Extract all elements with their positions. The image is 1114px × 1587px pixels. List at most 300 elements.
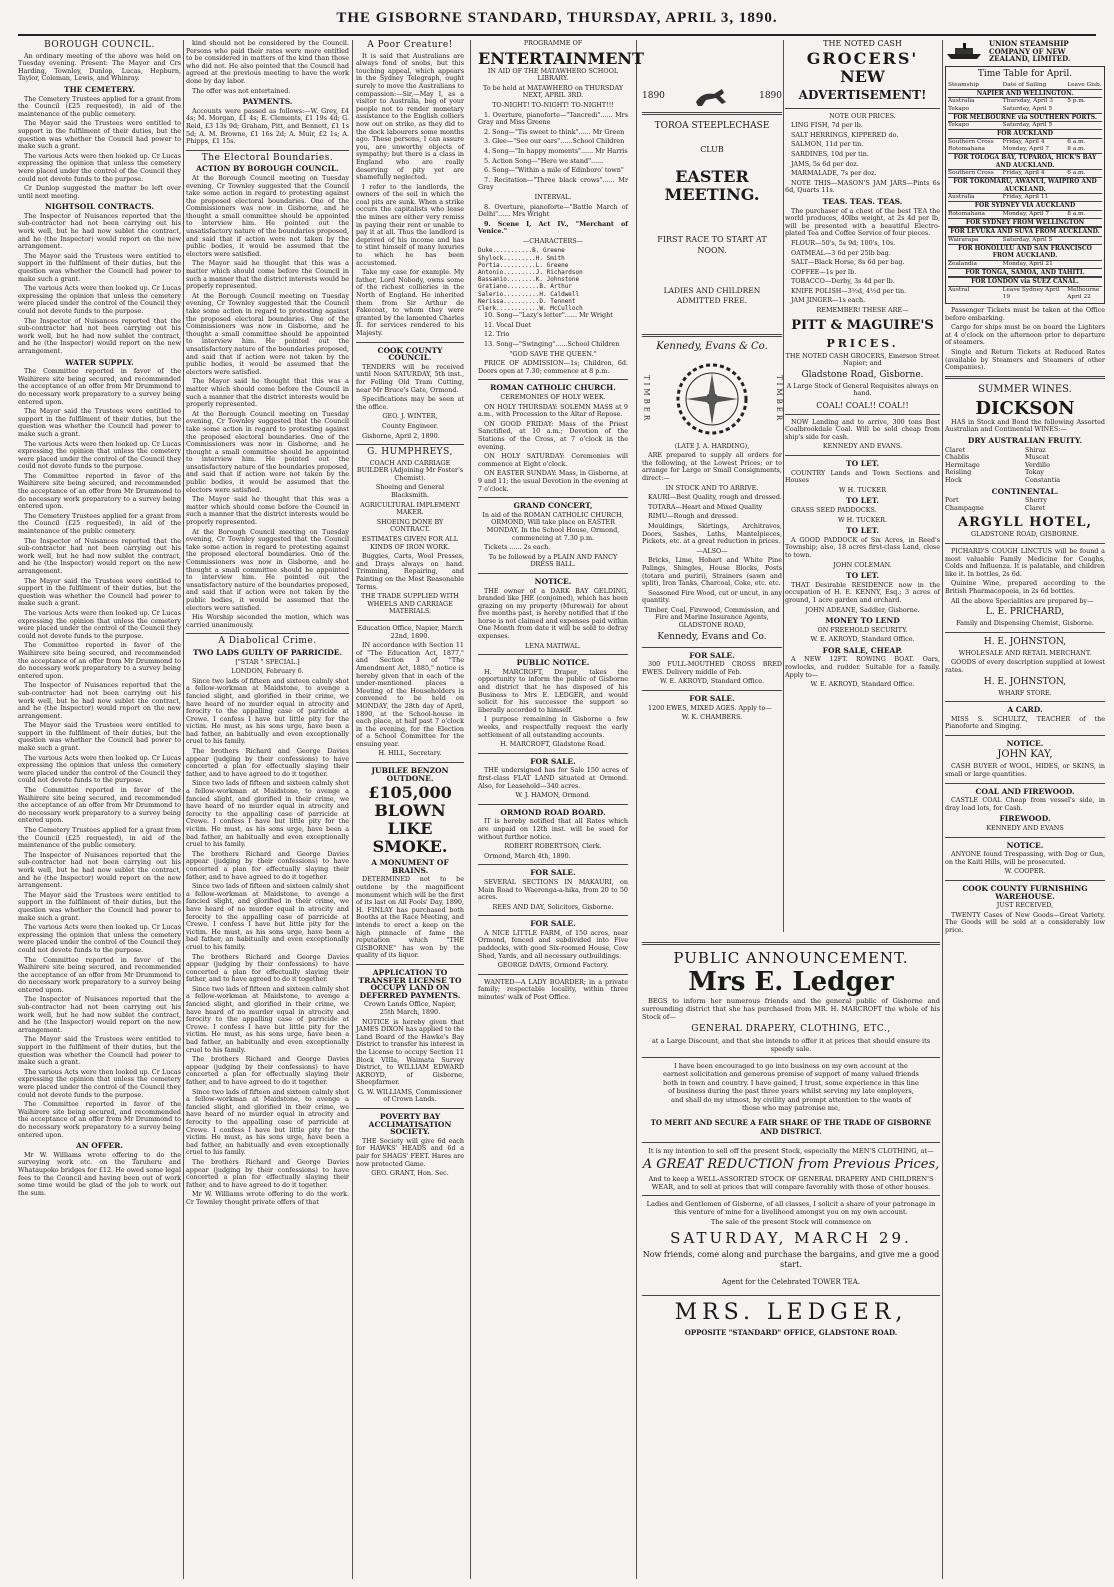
signature: GEO. GRANT, Hon. Sec.: [371, 1169, 449, 1178]
paragraph: 1200 EWES, MIXED AGES. Apply to—: [648, 703, 772, 712]
paragraph: The Inspector of Nuisances reported that the sub-contractor had not been carrying out his work well, but he had now sublet the contract, and he (the Inspector) would report on the new arrangement.: [18, 995, 181, 1034]
divider: [642, 690, 782, 691]
paragraph: The various Acts were then looked up. Cr Lucas expressing the opinion that unless the cemetery were placed under the control of the Council they could not devote funds to the purpose.: [18, 151, 181, 183]
timetable-rows: [948, 82, 1102, 301]
paragraph: I refer to the landlords, the owners of the soil in which the coal pits are sunk. When a strike occurs the capitalists who lease the mines are either very remiss in paying their rent or unable to pay it at all. Thus the landlord is deprived of his income and has to stint himself of many luxuries to which he has been accustomed.: [356, 182, 464, 267]
paragraph: ESTIMATES GIVEN FOR ALL KINDS OF IRON WORK.: [361, 535, 459, 551]
paragraph: A NICE LITTLE FARM, of 150 acres, near Ormond, fenced and subdivided into Five paddocks, with good Six-roomed House, Cow Shed, Yards, and all necessary outbuildings.: [478, 928, 628, 960]
table-section-label: FOR TONGA, SAMOA, AND TAHITI.: [965, 268, 1085, 276]
table-cell: Melbourne April 22: [1067, 286, 1100, 300]
column-5: [642, 40, 782, 927]
paragraph: At the Borough Council meeting on Tuesday evening, Cr Townley suggested that the Council take some action in regard to protesting against the proposed electoral boundaries. One of the Commissioners was now in Gisborne, and he thought a small committee should be appointed to interview him. He pointed out the unsatisfactory nature of the boundaries proposed, and said that if action were not taken by the public bodies, it would be assumed that the electors were satisfied.: [186, 527, 349, 612]
sawblade-icon: [672, 359, 752, 439]
divider: [478, 573, 628, 574]
subhead: COOK COUNTY COUNCIL.: [377, 345, 443, 363]
table-cell: Zealandia: [948, 260, 977, 267]
paragraph: The Cemetery Trustees applied for a grant from the Council (£25 requested), in aid of the maintenance of the public cemetery.: [18, 511, 181, 536]
union-header: [945, 40, 1105, 63]
paragraph: Ormond, March 4th, 1890.: [484, 851, 571, 860]
list-item: Shiraz: [1025, 445, 1046, 454]
dateline: LONDON, February 6.: [231, 667, 304, 676]
table-cell: Tekapo: [948, 122, 970, 129]
paragraph: The various Acts were then looked up. Cr Lucas expressing the opinion that unless the cemetery were placed under the control of the Council they could not devote funds to the purpose.: [18, 439, 181, 471]
headline: GENERAL DRAPERY, CLOTHING, ETC.,: [691, 1024, 891, 1034]
subhead: FOR SALE.: [530, 868, 576, 878]
subhead: TWO LADS GUILTY OF PARRICIDE.: [192, 647, 343, 657]
subhead: DRY AUSTRALIAN FRUITY.: [967, 436, 1083, 446]
table-row: [948, 122, 1102, 129]
subhead: NIGHTSOIL CONTRACTS.: [44, 202, 155, 212]
paragraph: THE TRADE SUPPLIED WITH WHEELS AND CARRIAGE MATERIALS.: [361, 592, 459, 616]
column-divider: [636, 40, 637, 1579]
divider: [642, 1295, 940, 1296]
list-item: Hermitage: [945, 460, 980, 469]
paragraph: The brothers Richard and George Davies appear (judging by their confessions) to have concerted a plan for effectually slaying their father, and to have agreed to do it together.: [186, 1157, 349, 1189]
table-cell: Friday, April 11: [1002, 194, 1049, 201]
paragraph: TWENTY Cases of New Goods—Great Variety. The Goods will be sold at a considerably low price.: [945, 910, 1105, 934]
paragraph: WHOLESALE AND RETAIL MERCHANT.: [958, 648, 1092, 657]
headline: CLUB: [700, 145, 724, 154]
list-item: RIMU—Rough and dressed.: [648, 512, 739, 521]
paragraph: REMEMBER! THESE ARE—: [816, 306, 909, 315]
divider: [642, 334, 782, 337]
subhead: A MONUMENT OF BRAINS.: [371, 858, 449, 875]
subhead: FOR SALE, CHEAP.: [822, 645, 903, 655]
subhead: GRAND CONCERT,: [513, 501, 593, 511]
list-item: Verdillo: [1025, 460, 1050, 469]
table-cell: Australia: [948, 98, 975, 105]
paragraph: Take my case for example. My father, Lord Nobody, owns some of the richest collieries in the North of England. He inherited them from Sir Arthur de Fakecoat, to whom they were granted by the lamented Charles II. for services rendered to his Majesty.: [356, 268, 464, 337]
subhead: A CARD.: [1007, 705, 1043, 715]
paragraph: An ordinary meeting of the above was held on Tuesday evening. Present: The Mayor and Crs Harding, Townley, Dunlop, Lucas, Hepburn, Taylor, Coleman, Lewis, and Whinray.: [18, 51, 181, 83]
table-section-label: FOR TOKOMARU, AWANUI, WAIPIRO AND AUCKLAND.: [953, 178, 1097, 193]
subhead: INTERVAL.: [534, 192, 572, 201]
table-row: [948, 268, 1102, 277]
subhead: PUBLIC NOTICE.: [516, 658, 590, 668]
list-item: Hock: [945, 476, 962, 485]
paragraph: The Mayor said the Trustees were entitled to support in the fulfilment of their duties, but the question was whether the Council had power to make such a grant.: [18, 407, 181, 438]
table-cell: Tekapo: [948, 105, 970, 112]
column-6: [785, 40, 940, 927]
divider: [945, 880, 1105, 881]
paragraph: The brothers Richard and George Davies appear (judging by their confessions) to have concerted a plan for effectually slaying their father, and to have agreed to do it together.: [186, 747, 349, 778]
timber-label-left: TIMBER: [642, 374, 651, 423]
paragraph: The Mayor said he thought that this was a matter which should come before the Council in such a manner that the district interests would be properly represented.: [186, 495, 349, 527]
subhead: ORMOND ROAD BOARD.: [500, 807, 606, 817]
paragraph: NOTE THIS—MASON'S JAM JARS—Pints 6s 6d, Quarts 11s.: [785, 178, 940, 195]
subhead: POVERTY BAY ACCLIMATISATION SOCIETY.: [368, 1112, 452, 1137]
headline: Kennedy, Evans & Co.: [656, 340, 768, 352]
year-right: 1890: [759, 91, 782, 102]
table-cell: [1067, 237, 1102, 244]
paragraph: Accounts were passed as follows:—W. Grey, £4 4s; M. Morgan, £1 4s; E. Clements, £1 19s 4d; G. Reid, £3 13s 9d; Graham, Pitt, and Bennett, £1 1s 5d; A. M. Browne, £1 16s 2d; A. Muir, £2 1s; A. Phipps, £1 15s.: [186, 106, 349, 146]
headline: A Diabolical Crime.: [218, 636, 317, 647]
steamship-icon: [945, 42, 985, 60]
signature: KENNEDY AND EVANS.: [822, 442, 903, 451]
headline: PITT & MAGUIRE'S: [791, 317, 934, 333]
paragraph: WANTED—A LADY BOARDER; in a private family; respectable locality, within three minutes' walk of Post Office.: [478, 977, 628, 1002]
list-item: Gratiano.........B. Arthur: [478, 283, 572, 291]
paragraph: The Committee reported in favor of the Waihirere site being secured, and recommended the acceptance of an offer from Mr Drummond to do necessary work preparatory to a survey being entered upon.: [18, 367, 181, 406]
list-item: 3. Glee—"See our oars"......School Children: [484, 137, 625, 146]
program-list: [478, 112, 628, 192]
subhead: TO LET.: [846, 496, 879, 506]
paragraph: Since two lads of fifteen and sixteen calmly shot a fellow-workman at Maidstone, to avenge a fancied slight, and glorified in their crime, we have heard of no murder equal in atrocity and ferocity to the appalling case of parricide at Crewe. I confess I have but little pity for the victim. He must, as his sons urge, have been a bad father, an habitually and even exceptionally cruel to his family.: [186, 984, 349, 1054]
list-item: Salerio..........H. Caldwell: [478, 290, 580, 298]
paragraph: Now friends, come along and purchase the bargains, and give me a good start.: [642, 1250, 940, 1270]
paragraph: Since two lads of fifteen and sixteen calmly shot a fellow-workman at Maidstone, to avenge a fancied slight, and glorified in their crime, we have heard of no murder equal in atrocity and ferocity to the appalling case of parricide at Crewe. I confess I have but little pity for the victim. He must, as his sons urge, have been a bad father, an habitually and even exceptionally cruel to his family.: [186, 1087, 349, 1157]
headline: H. E. JOHNSTON,: [983, 676, 1067, 687]
paragraph: His Worship seconded the motion, which was carried unanimously.: [186, 613, 349, 629]
subhead: TEAS. TEAS. TEAS.: [822, 196, 903, 206]
headline: UNION STEAMSHIP COMPANY OF NEW ZEALAND, LIMITED.: [989, 39, 1071, 64]
divider: [356, 444, 464, 445]
paragraph: The various Acts were then looked up. Cr Lucas expressing the opinion that unless the cemetery were placed under the control of the Council they could not devote funds to the purpose.: [18, 1067, 181, 1099]
paragraph: The Inspector of Nuisances reported that the sub-contractor had not been carrying out his work well, but he had now sublet the contract, and he (the Inspector) would report on the new arrangement.: [18, 211, 181, 251]
paragraph: BEGS to inform her numerous friends and the general public of Gisborne and surrounding district that she has purchased from MR. H. MARCROFT the whole of his Stock of—: [642, 997, 940, 1021]
table-cell: Friday, April 4: [1002, 138, 1045, 145]
table-cell: 8 a.m.: [1067, 210, 1086, 217]
table-cell: [1067, 122, 1102, 129]
list-item: SALT—Black Horse, 8s 6d per bag.: [791, 258, 905, 267]
paragraph: The Mayor said the Trustees were entitled to support in the fulfilment of their duties, but the question was whether the Council had power to make such a grant.: [18, 721, 181, 753]
paragraph: THE Society will give 6d each for HAWKS' HEADS and 6d a pair for SHAGS' FEET. Hares are now protected Game.: [356, 1136, 464, 1168]
divider: [478, 753, 628, 754]
table-section-label: FOR TOLOGA BAY, TUPAROA, HICK'S BAY AND AUCKLAND.: [953, 154, 1097, 169]
paragraph: A Large Stock of General Requisites always on hand.: [786, 381, 939, 398]
signature: W. K. CHAMBERS.: [681, 713, 743, 722]
table-cell: Leave Sydney April 19: [1002, 286, 1060, 300]
subhead: CONTINENTAL.: [991, 486, 1059, 496]
paragraph: At the Borough Council meeting on Tuesday evening, Cr Townley suggested that the Council take some action in regard to protesting against the proposed electoral boundaries. One of the Commissioners was now in Gisborne, and he thought a small committee should be appointed to interview him. He pointed out the unsatisfactory nature of the boundaries proposed, and said that if action were not taken by the public bodies, it would be assumed that the electors were satisfied.: [186, 291, 349, 376]
subhead: FOR SALE.: [689, 650, 735, 660]
paragraph: At the Borough Council meeting on Tuesday evening, Cr Townley suggested that the Council take some action in regard to protesting against the proposed electoral boundaries. One of the Commissioners was now in Gisborne, and he thought a small committee should be appointed to interview him. He pointed out the unsatisfactory nature of the boundaries proposed, and said that if action were not taken by the public bodies, it would be assumed that the electors were satisfied.: [186, 173, 349, 258]
table-row: [948, 227, 1102, 236]
paragraph: The Mayor said the Trustees were entitled to support in the fulfilment of their duties, but the question was whether the Council had power to make such a grant.: [18, 576, 181, 608]
table-cell: Rotomahana: [948, 210, 986, 217]
list-item: SALMON, 11d per tin.: [791, 140, 864, 149]
subhead: ROMAN CATHOLIC CHURCH.: [490, 383, 616, 393]
paragraph: Mr W. Williams wrote offering to do the surveying work etc. on the Taruheru and Whataupoko bridges for £12. He owed some legal fees to the Council and having been out of work some time would be glad of the job to work out the sum.: [18, 1150, 181, 1197]
signature: W. J. HAMON, Ormond.: [515, 791, 591, 800]
paragraph: THE undersigned has for Sale 150 acres of first-class FLAT LAND situated at Ormond. Also, for Leasehold—340 acres.: [478, 766, 628, 790]
list-item: SARDINES, 10d per tin.: [791, 149, 869, 158]
signature: W H. TUCKER.: [837, 515, 888, 524]
paragraph: The Mayor said he thought that this was a matter which should come before the Council in such a manner that the district interests would be properly represented.: [186, 377, 349, 409]
subhead: AN OFFER.: [75, 1141, 124, 1151]
column-7: [945, 40, 1105, 1579]
table-section-label: FOR HONOLULU AND SAN FRANCISCO FROM AUCKLAND.: [958, 244, 1092, 260]
divider: [945, 701, 1105, 702]
column-divider: [942, 40, 943, 1579]
signature: JOHN ADEANE, Saddler, Gisborne.: [805, 605, 920, 614]
paragraph: Single and Return Tickets at Reduced Rates (available by Steamers and Steamers of other Companies).: [945, 348, 1105, 372]
paragraph: NOTICE is hereby given that JAMES DIXON has applied to the Land Board of the Hawke's Bay District to transfer his interest in the License to occupy Section 11 Block VIIIa, Waimata Survey District, to WILLIAM EDWARD AKROYD, of Gisborne, Sheepfarmer.: [356, 1017, 464, 1087]
paragraph: Seasoned Fire Wood, cut or uncut, in any quantity.: [642, 588, 782, 605]
paragraph: The Committee reported in favor of the Waihirere site being secured, and recommended the acceptance of an offer from Mr Drummond to do necessary work preparatory to a survey being entered upon.: [18, 1100, 181, 1139]
paragraph: Ladies and Gentlemen of Gisborne, of all classes, I solicit a share of your patronage in this venture of mine for a livelihood amongst you on my own account.: [646, 1200, 936, 1217]
signature: H. HILL, Secretary.: [378, 749, 442, 758]
table-section-label: FOR LEVUKA AND SUVA FROM AUCKLAND.: [950, 228, 1100, 236]
signature: W H. TUCKER: [838, 485, 887, 494]
paragraph: IT is hereby notified that all Rates which are unpaid on 12th inst. will be sued for without further notice.: [478, 817, 628, 841]
divider: [186, 150, 349, 151]
column-2: [186, 40, 349, 1579]
list-item: Tokay: [1025, 468, 1044, 477]
headline: JOHN KAY,: [997, 749, 1053, 761]
table-cell: [1067, 261, 1102, 268]
headline: H. E. JOHNSTON,: [983, 636, 1067, 647]
paragraph: DETERMINED not to be outdone by the magnificent monument which will be the first of its last on All Fools' Day, 1890, H. FINLAY has purchased both Booths at the Race Meeting, and intends to erect a keep on the high pinnacle of fame the reputation which "THE GISBORNE" has won by the quality of its liquor.: [356, 875, 464, 960]
paragraph: NOW Landing and to arrive, 300 tons Best Coalbrookdale Coal. Will be sold cheap from ship's side for cash.: [785, 417, 940, 441]
table-cell: 6 a.m.: [1067, 138, 1086, 145]
divider: [478, 974, 628, 975]
year-left: 1890: [642, 91, 665, 102]
headline: ENTERTAINMENT: [478, 48, 644, 68]
paragraph: I have been encouraged to go into business on my own account at the earnest solicitation and generous promise of support of many valued friends both in town and country. I have gained, I trust, some experience in this line of business during the past three years whilst serving my late employers, and shall do my utmost, by civility and prompt attention to the wants of those who may patronise me,: [663, 1062, 919, 1113]
list-item: JAM JINGER—1s each.: [791, 296, 866, 305]
list-item: Champagne: [945, 503, 984, 512]
paragraph: The Committee reported in favor of the Waihirere site being secured, and recommended the acceptance of an offer from Mr Drummond to do necessary work preparatory to a survey being entered upon.: [18, 786, 181, 825]
table-cell: Saturday, April 5: [1002, 122, 1053, 129]
list-item: 5. Action Song—"Here we stand"......: [484, 156, 604, 165]
list-item: Nerissa..........D. Tennent: [478, 297, 576, 305]
list-item: Duke...........B. Greene: [478, 247, 565, 255]
table-section-label: FOR SYDNEY FROM WELLINGTON: [965, 218, 1085, 226]
paragraph: The Mayor said the Trustees were entitled to support in the fulfilment of their duties, but the question was whether the Council had power to make such a grant.: [18, 251, 181, 283]
headline: THE NOTED CASH: [823, 39, 902, 48]
list-item: Shylock.........H. Smith: [478, 254, 565, 262]
table-cell: Steamship: [948, 81, 979, 88]
table-cell: Rotomahana: [948, 146, 986, 153]
dateline: Education Office, Napier, March 22nd, 1890.: [357, 623, 463, 640]
signature: G. W. WILLIAMS, Commissioner of Crown Lands.: [357, 1087, 463, 1104]
paragraph: The various Acts were then looked up. Cr Lucas expressing the opinion that unless the cemetery were placed under the control of the Council they could not devote funds to the purpose.: [18, 284, 181, 315]
paragraph: AGRICULTURAL IMPLEMENT MAKER.: [360, 500, 460, 517]
table-section-label: NAPIER AND WELLINGTON.: [976, 89, 1074, 97]
subhead: —CHARACTERS—: [522, 236, 584, 245]
signature: LENA MATIWAL.: [525, 641, 581, 650]
headline: PROGRAMME OF: [523, 39, 583, 47]
timetable: [945, 66, 1105, 304]
subhead: WATER SUPPLY.: [65, 357, 134, 367]
table-section-label: FOR LONDON via SUEZ CANAL.: [971, 278, 1079, 286]
divider: [186, 633, 349, 634]
paragraph: Since two lads of fifteen and sixteen calmly shot a fellow-workman at Maidstone, to avenge a fancied slight, and glorified in their crime, we have heard of no murder equal in atrocity and ferocity to the appalling case of parricide at Crewe. I confess I have but little pity for the victim. He must, as his sons urge, have been a bad father, an habitually and even exceptionally cruel to his family.: [186, 676, 349, 746]
paragraph: LADIES AND CHILDREN ADMITTED FREE.: [663, 285, 761, 305]
signature: GEO. J. WINTER,: [382, 412, 438, 421]
paragraph: ON FREEHOLD SECURITY.: [817, 625, 908, 634]
paragraph: TENDERS will be received until Noon SATURDAY, 5th inst., for Felling Old Tram Cutting, near Mr Bruce's Gate, Ormond.: [356, 362, 464, 394]
list-item: Sherry: [1025, 496, 1047, 505]
subhead: TO LET.: [846, 571, 879, 581]
table-cell: Leave Gisb.: [1067, 81, 1102, 88]
year-row: [642, 86, 782, 108]
column-4: [478, 39, 644, 1579]
paragraph: Since two lads of fifteen and sixteen calmly shot a fellow-workman at Maidstone, to avenge a fancied slight, and glorified in their crime, we have heard of no murder equal in atrocity and ferocity to the appalling case of parricide at Crewe. I confess I have but little pity for the victim. He must, as his sons urge, have been a bad father, an habitually and even exceptionally cruel to his family.: [186, 882, 349, 951]
subhead: FIREWOOD.: [999, 814, 1051, 824]
paragraph: Cr Dunlop suggested the matter be left over until next meeting.: [18, 184, 181, 200]
list-item: 6. Song—"Within a mile of Edinboro' town": [484, 166, 624, 175]
divider: [356, 1108, 464, 1109]
list-item: Claret: [1025, 503, 1046, 512]
paragraph: In aid of the ROMAN CATHOLIC CHURCH, ORMOND, Will take place on EASTER MONDAY, In the School House, Ormond, commencing at 7.30 p.m.: [482, 510, 624, 542]
list-item: Constantia: [1025, 476, 1061, 485]
paragraph: ANYONE found Trespassing, with Dog or Gun, on the Kaiti Hills, will be prosecuted.: [945, 850, 1105, 866]
table-row: [948, 89, 1102, 98]
paragraph: ON EASTER SUNDAY: Mass, in Gisborne, at 9 and 11; the usual Devotion in the evening at 7 o'clock.: [478, 469, 628, 493]
paragraph: Family and Dispensing Chemist, Gisborne.: [956, 619, 1094, 628]
divider: [356, 964, 464, 965]
list-item: Muscat: [1025, 453, 1049, 462]
list-item: 7. Recitation—"Three black crows"...... Mr Gray: [478, 175, 628, 192]
divider: [642, 1195, 940, 1196]
paragraph: Passenger Tickets must be taken at the Office before embarking.: [945, 306, 1105, 322]
table-cell: Date of Sailing: [1002, 81, 1047, 88]
paragraph: COUNTRY Lands and Town Sections and Houses: [785, 468, 940, 485]
subhead: CEREMONIES OF HOLY WEEK.: [500, 393, 606, 402]
paragraph: Cargo for ships must be on board the Lighters at 4 o'clock on the afternoon prior to departure of steamers.: [945, 323, 1105, 347]
table-row: [948, 177, 1102, 194]
table-section-label: FOR MELBOURNE via SOUTHERN PORTS.: [953, 113, 1097, 121]
table-cell: Austral: [948, 286, 970, 293]
list-item: JAMS, 5s 6d per doz.: [791, 159, 859, 168]
divider: [356, 762, 464, 763]
table-row: [948, 287, 1102, 301]
column-divider: [783, 40, 784, 932]
list-item: FLOUR—50's, 5s 9d; 100's, 10s.: [791, 238, 896, 247]
table-cell: Wairarapa: [948, 236, 979, 243]
sawblade-row: [642, 355, 782, 443]
paragraph: IN accordance with Section 11 of "The Education Act, 1877," and Section 3 of "The Amendment Act, 1885," notice is hereby given that in each of the under-mentioned places a Meeting of the Householders is convened to be held on MONDAY, the 28th day of April, 1890, at the School-house in each place, at half past 7 o'clock in the evening, for the Election of a School Committee for the ensuing year.: [356, 641, 464, 748]
divider: [642, 647, 782, 648]
list-item: Reisling: [945, 468, 972, 477]
headline: DICKSON: [975, 397, 1075, 419]
public-announcement: [642, 938, 940, 1579]
paragraph: To be held at MATAWHERO on THURSDAY NEXT, APRIL 3RD.: [482, 83, 624, 100]
column-divider: [183, 40, 184, 1579]
signature: W. COOPER.: [1004, 867, 1046, 876]
headline: MRS. LEDGER,: [674, 1300, 908, 1326]
headline: G. HUMPHREYS,: [367, 447, 453, 458]
paragraph: Quinine Wine, prepared according to the British Pharmacopoeia, in 2s 6d bottles.: [945, 579, 1105, 595]
masthead-rule: [18, 34, 1096, 36]
paragraph: The various Acts were then looked up. Cr Lucas expressing the opinion that unless the cemetery were placed under the control of the Council they could not devote funds to the purpose.: [18, 608, 181, 640]
subhead: IN AID OF THE MATAWHERO SCHOOL LIBRARY.: [487, 66, 619, 83]
table-cell: Saturday, April 5: [1002, 236, 1053, 243]
table-cell: [1067, 106, 1102, 113]
paragraph: OPPOSITE "STANDARD" OFFICE, GLADSTONE ROAD.: [684, 1328, 898, 1338]
paragraph: It is my intention to sell off the present Stock, especially the MEN'S CLOTHING, at—: [648, 1147, 934, 1156]
table-row: [948, 218, 1102, 227]
list-item: TOBACCO—Derby, 3s 4d per lb.: [791, 277, 895, 286]
paragraph: (LATE J. A. HARDING),: [674, 441, 750, 450]
list-item: Chablis: [945, 453, 970, 462]
table-cell: 6 a.m.: [1067, 170, 1086, 177]
table-cell: Monday, April 21: [1002, 260, 1053, 267]
list-item: OATMEAL—3 6d per 25lb bag.: [791, 248, 891, 257]
list-item: 8. Overture, pianoforte—"Battle March of Delhi"...... Mrs Wright: [478, 202, 628, 219]
masthead: THE GISBORNE STANDARD, THURSDAY, APRIL 3, 1890.: [336, 10, 778, 26]
signature: ROBERT ROBERTSON, Clerk.: [504, 842, 602, 851]
paragraph: All the above Specialities are prepared by—: [951, 596, 1094, 605]
paragraph: SEVERAL SECTIONS IN MAKAURI, on Main Road to Waerenga-a-hika, from 20 to 50 acres.: [478, 877, 628, 902]
table-row: [948, 244, 1102, 261]
paragraph: TO MERIT AND SECURE A FAIR SHARE OF THE TRADE OF GISBORNE AND DISTRICT.: [650, 1118, 932, 1137]
paragraph: ARE prepared to supply all orders for the following, at the Lowest Prices; or to arrange for Large or Small Consignments, direct:—: [642, 451, 782, 482]
paragraph: CASTLE COAL Cheap from vessel's side, in dray load lots, for Cash.: [945, 796, 1105, 812]
paragraph: GRASS SEED PADDOCKS.: [791, 505, 877, 514]
subhead: NOTICE.: [1006, 738, 1044, 748]
headline: Gladstone Road, Gisborne.: [801, 369, 924, 380]
table-cell: Monday, April 7: [1002, 146, 1050, 153]
paragraph: The Inspector of Nuisances reported that the sub-contractor had not been carrying out his work well, but he had now sublet the contract, and he (the Inspector) would report on the new arrangement.: [18, 681, 181, 720]
paragraph: Buggies, Carts, Wool Presses, and Drays always on hand. Trimming, Repairing, and Painting on the Most Reasonable Terms.: [356, 552, 464, 591]
divider: [785, 455, 940, 456]
headline: A GREAT REDUCTION from Previous Prices,: [642, 1157, 940, 1173]
subhead: TO LET.: [846, 526, 879, 536]
list-item: 11. Vocal Duet: [484, 320, 532, 329]
divider: [478, 915, 628, 916]
paragraph: Agent for the Celebrated TOWER TEA.: [721, 1278, 861, 1287]
subhead: FOR SALE.: [689, 694, 735, 704]
paragraph: The various Acts were then looked up. Cr Lucas expressing the opinion that unless the cemetery were placed under the control of the Council they could not devote funds to the purpose.: [18, 753, 181, 785]
paragraph: The Committee reported in favor of the Waihirere site being secured, and recommended the acceptance of an offer from Mr Drummond to do necessary work preparatory to a survey being entered upon.: [18, 471, 181, 511]
paragraph: The Cemetery Trustees applied for a grant from the Council (£25 requested), in aid of the maintenance of the public cemetery.: [18, 826, 181, 850]
divider: [356, 620, 464, 621]
paragraph: Since two lads of fifteen and sixteen calmly shot a fellow-workman at Maidstone, to avenge a fancied slight, and glorified in their crime, we have heard of no murder equal in atrocity and ferocity to the appalling case of parricide at Crewe. I confess I have but little pity for the victim. He must, as his sons urge, have been a bad father, an habitually and even exceptionally cruel to his family.: [186, 779, 349, 849]
signature: H. MARCROFT, Gladstone Road.: [500, 740, 606, 749]
divider: [478, 864, 628, 865]
paragraph: The Mayor said the Trustees were entitled to support in the fulfilment of their duties, but the question was whether the Council had power to make such a grant.: [18, 119, 181, 151]
paragraph: The Mayor said the Trustees were entitled to support in the fulfilment of their duties, but the question was whether the Council had power to make such a grant.: [18, 890, 181, 922]
signature: GEORGE DAVIS, Ormond Factory.: [497, 961, 609, 970]
headline: The Electoral Boundaries.: [201, 152, 334, 163]
divider: [945, 632, 1105, 633]
headline: NEW: [840, 66, 885, 86]
divider: [945, 543, 1105, 544]
column-divider: [352, 40, 353, 1579]
subhead: TO LET.: [846, 459, 879, 468]
divider: [356, 342, 464, 343]
table-row: [948, 277, 1102, 286]
paragraph: 300 FULL-MOUTHED CROSS BRED EWES. Delivery middle of Feb.: [642, 660, 782, 676]
divider: [478, 804, 628, 805]
table-row: [948, 170, 1102, 177]
divider: [785, 414, 940, 415]
paragraph: At the Borough Council meeting on Tuesday evening, Cr Townley suggested that the Council take some action in regard to protesting against the proposed electoral boundaries. One of the Commissioners was now in Gisborne, and he thought a small committee should be appointed to interview him. He pointed out the unsatisfactory nature of the boundaries proposed, and said that if action were not taken by the public bodies, it would be assumed that the electors were satisfied.: [186, 409, 349, 494]
paragraph: GOODS of every description supplied at lowest rates.: [945, 658, 1105, 674]
paragraph: TO-NIGHT! TO-NIGHT! TO-NIGHT!!!: [492, 100, 614, 109]
divider: [945, 376, 1105, 379]
table-cell: Southern Cross: [948, 170, 994, 177]
paragraph: To be followed by a PLAIN AND FANCY DRESS BALL.: [488, 552, 618, 569]
wine-list-continental: [945, 497, 1105, 512]
paragraph: SHOEING DONE BY CONTRACT.: [376, 517, 444, 534]
table-cell: Friday, April 4: [1002, 170, 1045, 177]
dateline: ["STAR " SPECIAL.]: [235, 657, 300, 666]
dateline: Crown Lands Office, Napier, 25th March, 1890.: [364, 1000, 456, 1016]
paragraph: The Committee reported in favor of the Waihirere site being secured, and recommended the acceptance of an offer from Mr Drummond to do necessary work preparatory to a survey being entered upon.: [18, 955, 181, 994]
paragraph: Timber, Coal, Firewood, Commission, and Fire and Marine Insurance Agents, GLADSTONE ROAD,: [644, 605, 780, 630]
list-item: 4. Song—"In happy moments"...... Mr Harris: [484, 146, 628, 155]
divider: [478, 654, 628, 655]
signature: W. E. AKROYD, Standard Office.: [659, 677, 765, 686]
paragraph: GLADSTONE ROAD, GISBORNE.: [970, 530, 1080, 539]
paragraph: Mr W. Williams wrote offering to do the work. Cr Townley thought private offers of that: [186, 1190, 349, 1206]
headline: PUBLIC ANNOUNCEMENT.: [673, 949, 909, 967]
column-3: [356, 40, 464, 1579]
